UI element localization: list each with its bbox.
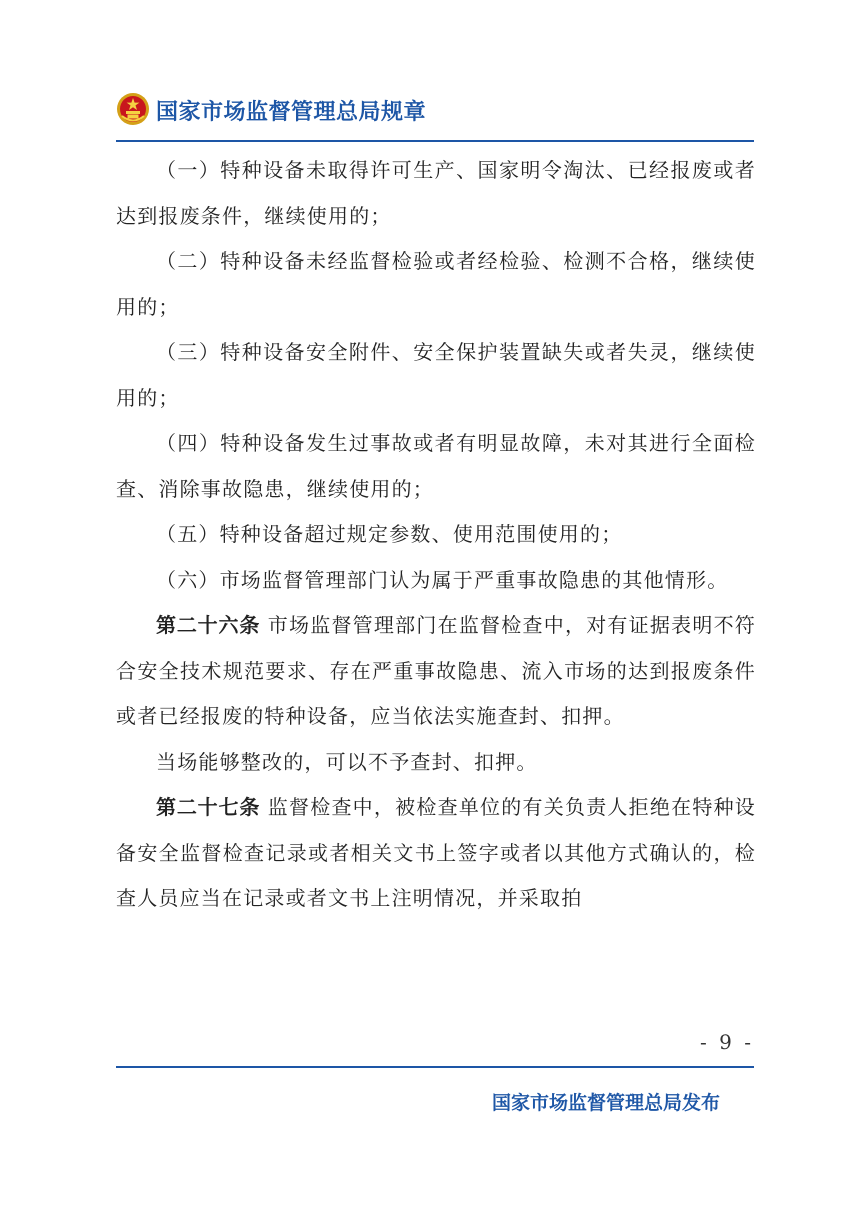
article-text: 市场监督管理部门在监督检查中，对有证据表明不符合安全技术规范要求、存在严重事故隐患、流入市场的达到报废条件或者已经报废的特种设备，应当依法实施查封、扣押。 [116,613,757,728]
header-divider [116,140,754,142]
national-emblem-icon [116,92,150,126]
clause-item: （一）特种设备未取得许可生产、国家明令淘汰、已经报废或者达到报废条件，继续使用的； [116,158,756,228]
article-heading: 第二十六条 [156,613,261,637]
page-number: - 9 - [700,1030,754,1054]
article-heading: 第二十七条 [156,795,261,819]
clause-item: （三）特种设备安全附件、安全保护装置缺失或者失灵，继续使用的； [116,340,756,410]
clause-item: （四）特种设备发生过事故或者有明显故障，未对其进行全面检查、消除事故隐患，继续使用的； [116,431,756,501]
paragraph: 当场能够整改的，可以不予查封、扣押。 [156,749,538,774]
header-title: 国家市场监督管理总局规章 [156,100,427,125]
document-body [116,148,756,922]
footer-publisher: 国家市场监督管理总局发布 [491,1092,720,1114]
article-26 [116,603,756,740]
clause-item: （二）特种设备未经监督检验或者经检验、检测不合格，继续使用的； [116,249,756,319]
article-27 [116,785,756,922]
page-header [116,86,756,140]
footer-divider [116,1066,754,1068]
clause-item: （六）市场监督管理部门认为属于严重事故隐患的其他情形。 [156,567,729,592]
clause-item: （五）特种设备超过规定参数、使用范围使用的； [156,522,623,546]
article-text: 监督检查中，被检查单位的有关负责人拒绝在特种设备安全监督检查记录或者相关文书上签字或者以其他方式确认的，检查人员应当在记录或者文书上注明情况，并采取拍 [116,795,757,910]
